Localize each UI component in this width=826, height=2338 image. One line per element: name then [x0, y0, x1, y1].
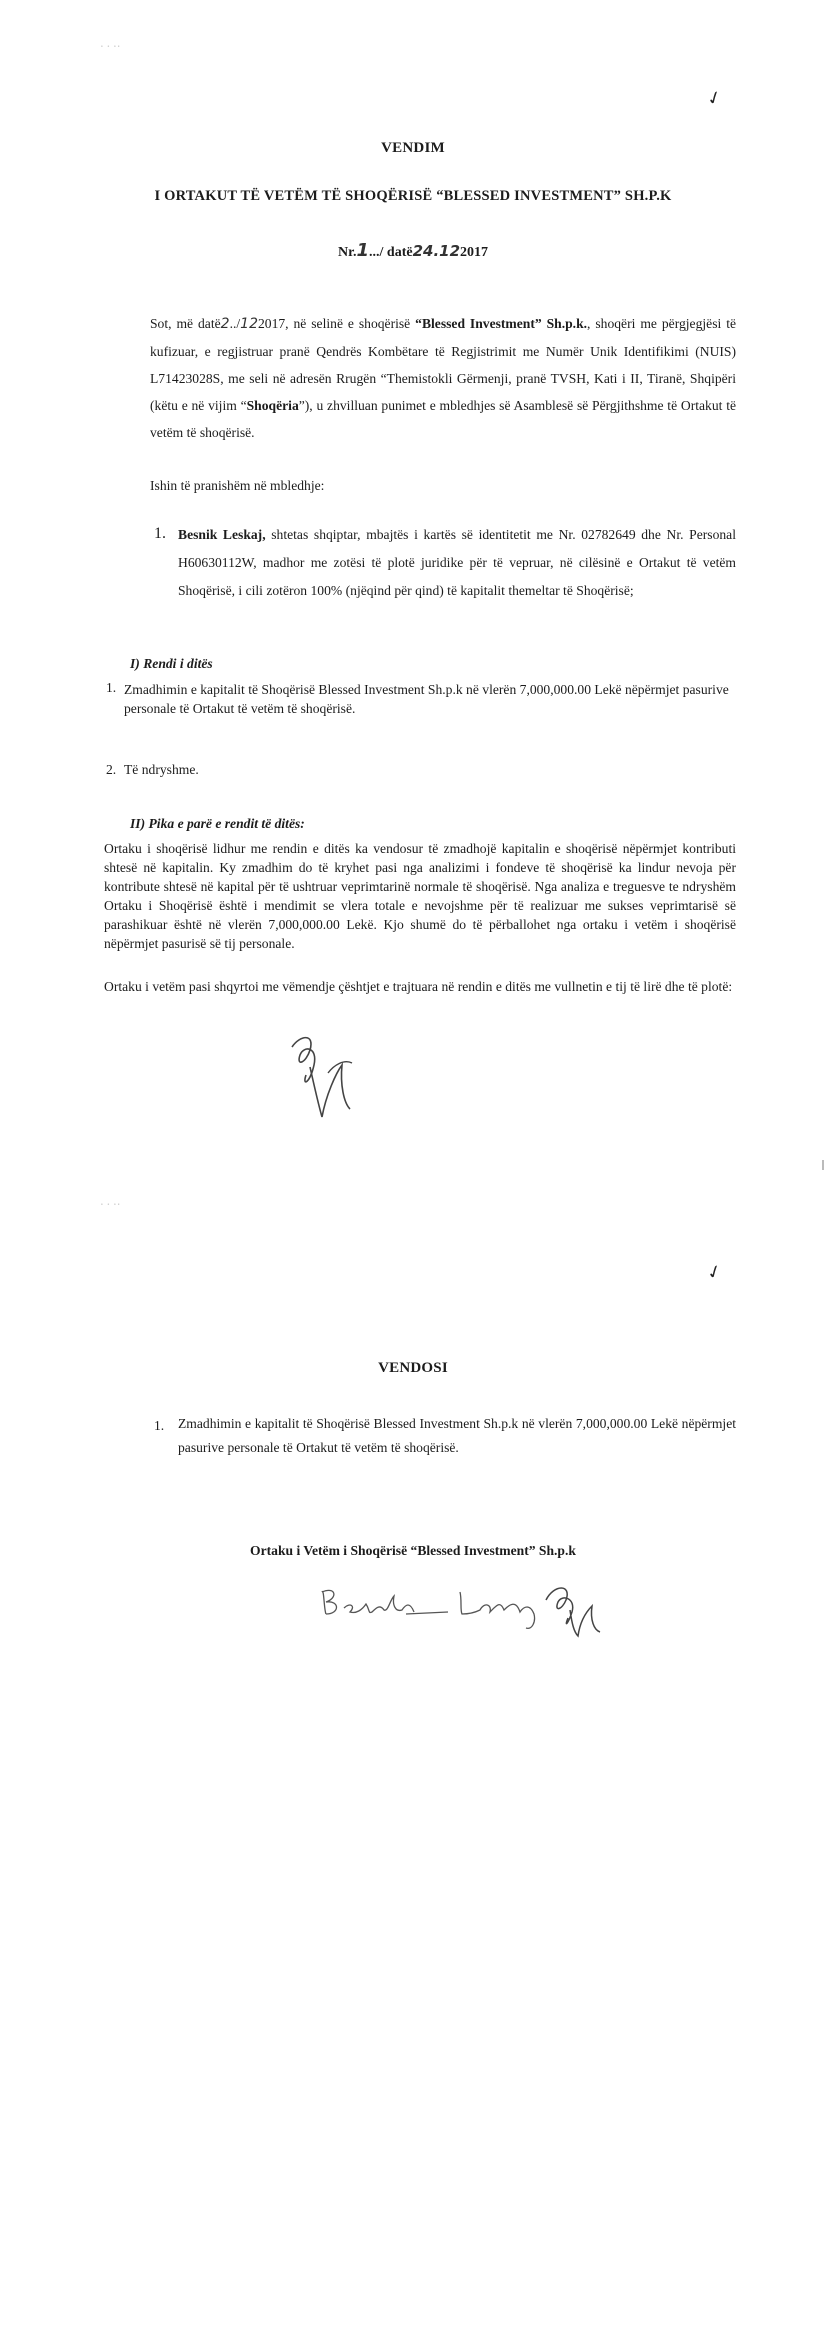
initials-signature — [270, 1025, 380, 1125]
present-label: Ishin të pranishëm në mbledhje: — [150, 478, 325, 493]
handwritten-signature — [310, 1570, 640, 1640]
shoqeria-term: Shoqëria — [246, 398, 299, 413]
decision-text: Zmadhimin e kapitalit të Shoqërisë Blessed Investment Sh.p.k në vlerën 7,000,000.00 Lekë nëpërmjet pasurive personale të Ortakut të vetëm të shoqërisë. — [178, 1416, 736, 1455]
signatory-title: Ortaku i Vetëm i Shoqërisë “Blessed Investment” Sh.p.k — [250, 1543, 576, 1558]
nr-label: Nr. — [337, 245, 357, 260]
decided-title: VENDOSI — [378, 1360, 448, 1376]
decision-number: 1. — [154, 1418, 165, 1433]
agenda-item-2-number: 2. — [106, 762, 117, 777]
closing-paragraph: Ortaku i vetëm pasi shqyrtoi me vëmendje çështjet e trajtuara në rendin e ditës me vullnetin e tij të lirë dhe të plotë: — [104, 979, 733, 994]
nr-handwritten: 1 — [356, 240, 370, 261]
date-handwritten: 24.12 — [412, 242, 461, 260]
document-title: VENDIM — [381, 140, 445, 156]
agenda-item-1-number: 1. — [106, 680, 117, 695]
date-label: / datë — [379, 245, 413, 260]
decision-number-line — [0, 240, 826, 261]
attendee-number: 1. — [154, 525, 166, 542]
attendee-name: Besnik Leskaj, — [178, 527, 266, 542]
document-subtitle: I ORTAKUT TË VETËM TË SHOQËRISË “BLESSED INVESTMENT” SH.P.K — [154, 188, 672, 204]
scan-artifact: ⋅ ⋅ ⋅⋅ — [100, 1199, 121, 1211]
company-name: “Blessed Investment” Sh.p.k. — [415, 316, 588, 331]
agenda-item-2: Të ndryshme. — [124, 762, 199, 777]
corner-check-mark: ✓ — [703, 1260, 725, 1285]
agenda-item-1: Zmadhimin e kapitalit të Shoqërisë Blessed Investment Sh.p.k në vlerën 7,000,000.00 Lekë nëpërmjet pasurive personale të Ortakut të vetëm të shoqërisë. — [124, 682, 729, 716]
agenda-heading: I) Rendi i ditës — [130, 656, 213, 671]
intro-paragraph: Sot, më datë2../122017, në selinë e shoqërisë “Blessed Investment” Sh.p.k., shoqëri me përgjegjësi të kufizuar, e regjistruar pranë Qendrës Kombëtare të Regjistrimit me Numër Unik Identifikimi (NUIS) L71423028S, me seli në adresën Rrugën “Themistokli Gërmenji, pranë TVSH, Kati i II, Tiranë, Shqipëri (këtu e në vijim “Shoqëria”), u zhvilluan punimet e mbledhjes së Asamblesë së Përgjithshme të Ortakut të vetëm të shoqërisë. — [150, 316, 737, 440]
date-year: 2017 — [460, 245, 489, 260]
attendee-details: Besnik Leskaj, shtetas shqiptar, mbajtës i kartës së identitetit me Nr. 02782649 dhe Nr. Personal H60630112W, madhor me zotësi të plotë juridike për të vepruar, në cilësinë e Ortakut të vetëm Shoqërisë, i cili zotëron 100% (njëqind për qind) të kapitalit themeltar të Shoqërisë; — [178, 527, 736, 598]
scan-artifact: ⋅ ⋅ ⋅⋅ — [100, 41, 121, 53]
first-point-heading: II) Pika e parë e rendit të ditës: — [130, 816, 305, 831]
corner-check-mark: ✓ — [703, 86, 725, 111]
document-page-2 — [0, 1170, 826, 2338]
nr-fill: ... — [369, 245, 380, 260]
first-point-paragraph: Ortaku i shoqërisë lidhur me rendin e ditës ka vendosur të zmadhojë kapitalin e shoqërisë nëpërmjet kontributi shtesë në kapitalin. Ky zmadhim do të kryhet pasi nga analizimi i fondeve të shoqërisë ka lindur nevoja për kontribute shtesë në kapital për të ushtruar veprimtarinë normale të shoqërisë. Nga analiza e treguesve te ndryshëm Ortaku i Shoqërisë është i mendimit se vlera totale e nevojshme për të realizuar me sukses veprimtarisë së parashikuar është në vlerën 7,000,000.00 Lekë. Kjo shumë do të përballohet nga ortaku i vetëm i shoqërisë nëpërmjet pasurisë së tij personale. — [104, 841, 736, 951]
